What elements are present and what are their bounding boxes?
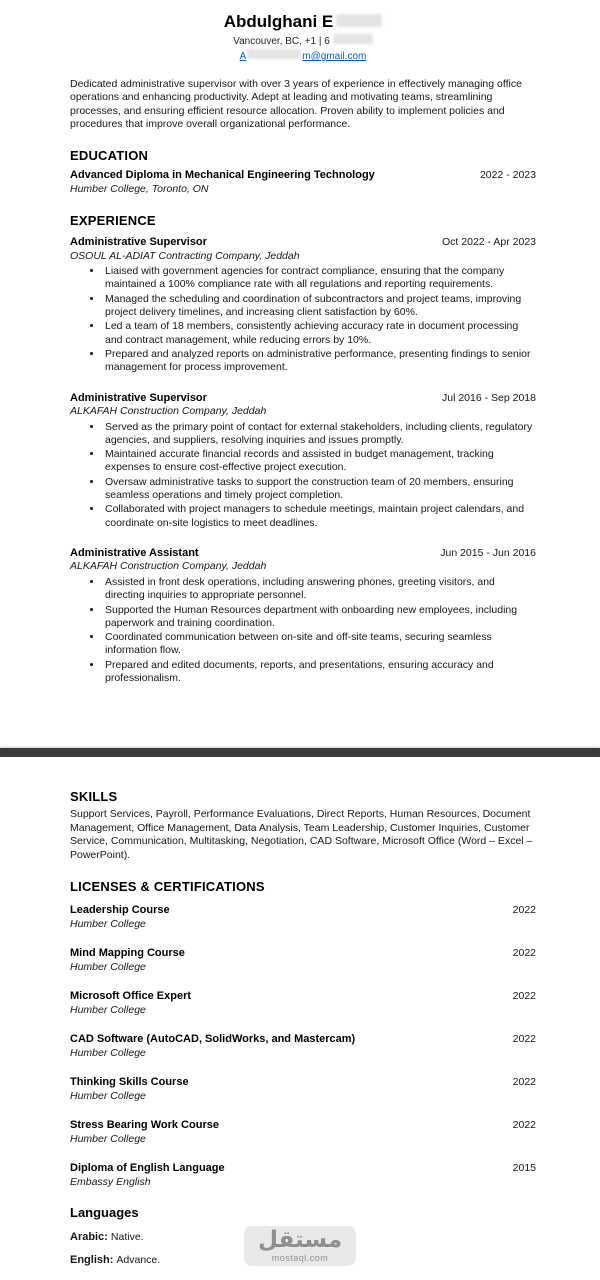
email-suffix: m@gmail.com [302, 51, 367, 62]
job-bullet-list [70, 576, 536, 685]
job-bullet: • Maintained accurate financial records and assisted in budget management, tracking expenses to ensure cost-effective project execution. [103, 448, 536, 475]
certification-org: Embassy English [70, 1175, 151, 1188]
language-name: Arabic: [70, 1231, 108, 1243]
job-title-row [70, 236, 536, 250]
contact-line-text: Vancouver, BC, +1 | 6 [233, 36, 330, 47]
certification-org: Humber College [70, 960, 146, 973]
certification-title: CAD Software (AutoCAD, SolidWorks, and Mastercam) [70, 1033, 356, 1045]
job-dates: Jul 2016 - Sep 2018 [442, 391, 536, 404]
job-bullet: • Coordinated communication between on-site and off-site teams, securing seamless information flow. [103, 631, 536, 658]
job-bullet: • Supported the Human Resources department with onboarding new employees, including paperwork and training coordination. [103, 604, 536, 631]
certification-title: Stress Bearing Work Course [70, 1119, 219, 1131]
education-dates: 2022 - 2023 [479, 169, 536, 182]
certification-title-row [70, 904, 536, 918]
job-bullet: • Oversaw administrative tasks to support the construction team of 20 members, ensuring seamless operations and timely project completion. [103, 476, 536, 503]
job-entry [70, 547, 536, 685]
education-section [70, 148, 536, 196]
certification-title: Leadership Course [70, 904, 170, 916]
certification-org: Humber College [70, 1089, 146, 1102]
section-heading-languages: Languages [70, 1205, 139, 1220]
certification-title: Microsoft Office Expert [70, 990, 192, 1002]
education-item [70, 169, 536, 196]
job-bullet-list [70, 265, 536, 374]
education-school: Humber College, Toronto, ON [70, 182, 209, 195]
job-entry [70, 392, 536, 530]
job-bullet: • Prepared and edited documents, reports, and presentations, ensuring accuracy and professionalism. [103, 659, 536, 686]
certification-title-row [70, 1076, 536, 1090]
certification-item [70, 990, 536, 1017]
email-line [70, 49, 536, 64]
redaction [247, 49, 301, 59]
certification-org: Humber College [70, 1003, 146, 1016]
section-heading-skills: SKILLS [70, 789, 118, 804]
job-bullet: • Assisted in front desk operations, including answering phones, greeting visitors, and directing inquiries to appropriate personnel. [103, 576, 536, 603]
certification-year: 2022 [512, 947, 536, 959]
certification-item [70, 947, 536, 974]
job-bullet: • Collaborated with project managers to schedule meetings, maintain project calendars, and coordinate on-site logistics to meet deadlines. [103, 503, 536, 530]
redaction [336, 14, 382, 27]
language-level: Native. [110, 1231, 144, 1243]
job-title-row [70, 547, 536, 561]
watermark-arabic-text: مستقل [257, 1227, 343, 1253]
redaction [333, 34, 373, 44]
job-title-row [70, 392, 536, 406]
certification-item [70, 904, 536, 931]
job-title: Administrative Assistant [70, 546, 199, 559]
section-heading-experience: EXPERIENCE [70, 213, 156, 229]
certification-year: 2022 [512, 1076, 536, 1088]
section-heading-education: EDUCATION [70, 148, 149, 164]
job-entry [70, 236, 536, 374]
job-bullet-list [70, 421, 536, 530]
job-company: ALKAFAH Construction Company, Jeddah [70, 405, 267, 418]
skills-section [70, 789, 536, 862]
job-bullet: • Led a team of 18 members, consistently achieving accuracy rate in document processing and contract management, while reducing errors by 10%. [103, 320, 536, 347]
certification-org: Humber College [70, 1046, 146, 1059]
page-separator [0, 748, 600, 757]
contact-line [70, 34, 536, 49]
certification-list [70, 904, 536, 1189]
candidate-name-text: Abdulghani E [223, 12, 334, 31]
certification-title: Mind Mapping Course [70, 947, 185, 959]
job-bullet: • Served as the primary point of contact for external stakeholders, including clients, regulatory agencies, and suppliers, resolving inquiries and issues promptly. [103, 421, 536, 448]
certifications-section [70, 879, 536, 1189]
job-dates: Oct 2022 - Apr 2023 [442, 236, 536, 249]
certification-item [70, 1033, 536, 1060]
job-bullet: • Prepared and analyzed reports on administrative performance, presenting findings to senior management for process improvement. [103, 348, 536, 375]
watermark-domain-text: mostaql.com [271, 1253, 329, 1263]
summary-text: Dedicated administrative supervisor with over 3 years of experience in effectively managing office operations and enhancing productivity. Adept at leading and motivating teams, streamlining processes, and ensuring efficient resource allocation. Proven ability to implement policies and procedures that improve overall organizational performance. [70, 78, 522, 130]
job-company: ALKAFAH Construction Company, Jeddah [70, 560, 267, 573]
certification-year: 2022 [512, 990, 536, 1002]
candidate-name [70, 10, 536, 34]
certification-title-row [70, 1119, 536, 1133]
certification-title: Thinking Skills Course [70, 1076, 189, 1088]
job-dates: Jun 2015 - Jun 2016 [440, 546, 536, 559]
certification-org: Humber College [70, 917, 146, 930]
certification-item [70, 1119, 536, 1146]
language-name: English: [70, 1254, 114, 1266]
watermark [244, 1226, 356, 1266]
certification-title-row [70, 1033, 536, 1047]
education-title-row [70, 169, 536, 183]
experience-section [70, 213, 536, 685]
certification-title-row [70, 990, 536, 1004]
certification-year: 2022 [512, 1033, 536, 1045]
job-title: Administrative Supervisor [70, 236, 207, 249]
job-bullet: • Managed the scheduling and coordination of subcontractors and project teams, improving project delivery timelines, and increasing client satisfaction by 60%. [103, 293, 536, 320]
skills-text: Support Services, Payroll, Performance Evaluations, Direct Reports, Human Resources, Document Management, Office Management, Data Analysis, Team Leadership, Customer Inquiries, Customer Service, Communication, Multitasking, Negotiation, CAD Software, Microsoft Office (Word – Excel – PowerPoint). [70, 808, 533, 861]
certification-title: Diploma of English Language [70, 1162, 225, 1174]
job-company: OSOUL AL-ADIAT Contracting Company, Jeddah [70, 249, 300, 262]
job-title: Administrative Supervisor [70, 391, 207, 404]
certification-title-row [70, 1162, 536, 1176]
certification-title-row [70, 947, 536, 961]
certification-org: Humber College [70, 1132, 146, 1145]
email-link[interactable] [240, 51, 367, 62]
email-prefix: A [239, 51, 247, 62]
certification-year: 2022 [512, 904, 536, 916]
resume-page-2 [0, 757, 600, 1280]
certification-item [70, 1162, 536, 1189]
certification-item [70, 1076, 536, 1103]
certification-year: 2022 [512, 1119, 536, 1131]
degree-title: Advanced Diploma in Mechanical Engineering Technology [70, 169, 375, 182]
certification-year: 2015 [512, 1162, 536, 1174]
section-heading-certifications: LICENSES & CERTIFICATIONS [70, 879, 265, 894]
job-bullet: • Liaised with government agencies for contract compliance, ensuring that the company maintained a 100% compliance rate with all regulations and reporting requirements. [103, 265, 536, 292]
language-level: Advance. [116, 1254, 161, 1266]
